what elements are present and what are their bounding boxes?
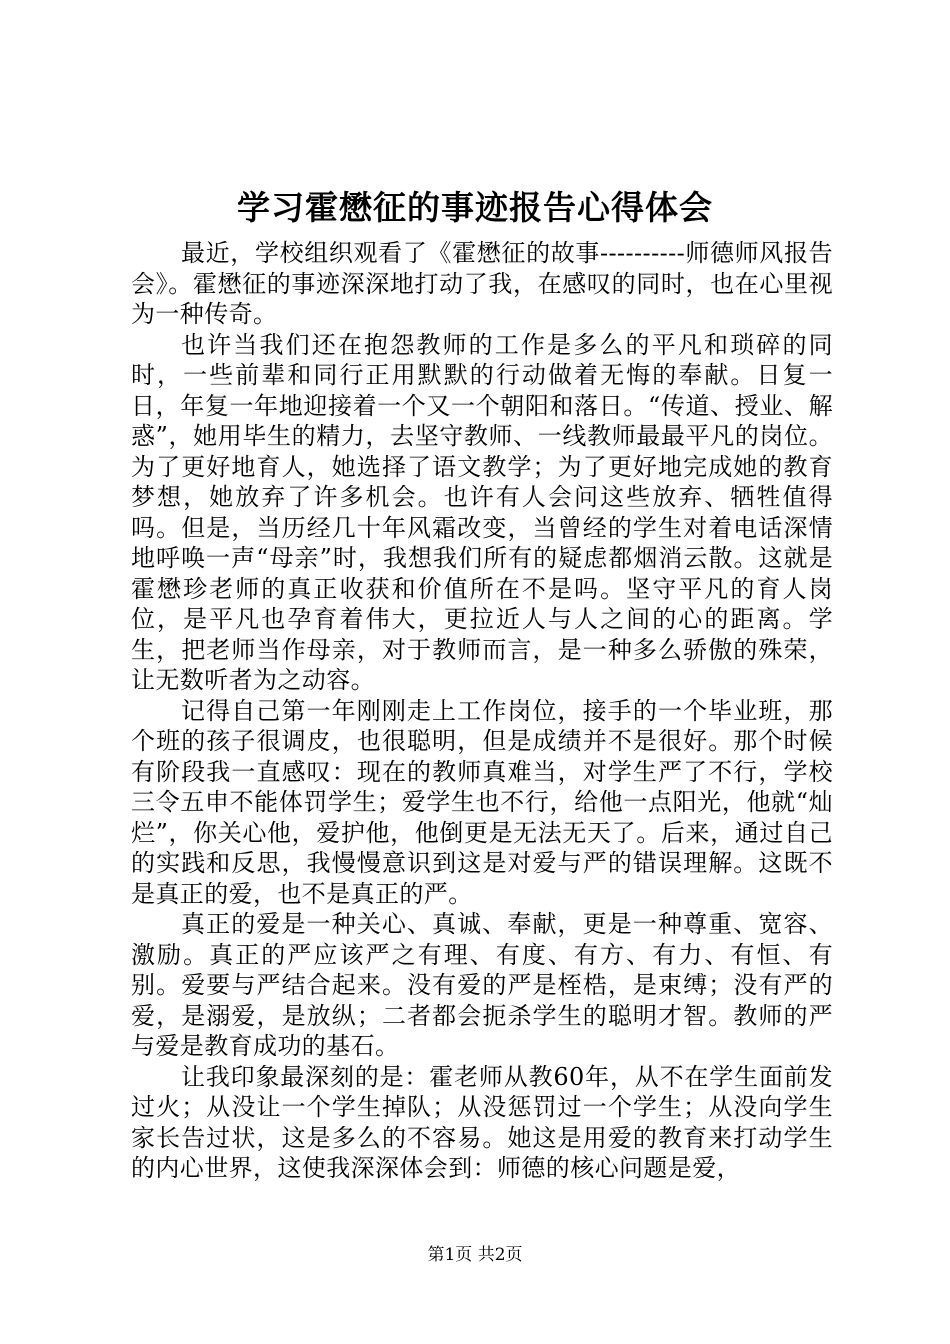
paragraph-4: 真正的爱是一种关心、真诚、奉献，更是一种尊重、宽容、激励。真正的严应该严之有理、有度、有方、有力、有恒、有别。爱要与严结合起来。没有爱的严是桎梏，是束缚；没有严的爱，是溺爱，是放纵；二者都会扼杀学生的聪明才智。教师的严与爱是教育成功的基石。 [131, 910, 833, 1060]
document-title: 学习霍懋征的事迹报告心得体会 [237, 188, 713, 227]
paragraph-2: 也许当我们还在抱怨教师的工作是多么的平凡和琐碎的同时，一些前辈和同行正用默默的行动做着无悔的奉献。日复一日，年复一年地迎接着一个又一个朝阳和落日。“传道、授业、解惑”，她用毕生的精力，去坚守教师、一线教师最最平凡的岗位。为了更好地育人，她选择了语文教学；为了更好地完成她的教育梦想，她放弃了许多机会。也许有人会问这些放弃、牺牲值得吗。但是，当历经几十年风霜改变，当曾经的学生对着电话深情地呼唤一声“母亲”时，我想我们所有的疑虑都烟消云散。这就是霍懋珍老师的真正收获和价值所在不是吗。坚守平凡的育人岗位，是平凡也孕育着伟大，更拉近人与人之间的心的距离。学生，把老师当作母亲，对于教师而言，是一种多么骄傲的殊荣，让无数听者为之动容。 [131, 330, 833, 694]
page-number-footer: 第1页 共2页 [427, 1245, 523, 1265]
paragraph-1: 最近，学校组织观看了《霍懋征的故事----------师德师风报告会》。霍懋征的事迹深深地打动了我，在感叹的同时，也在心里视为一种传奇。 [131, 239, 833, 328]
document-body [131, 238, 833, 1184]
paragraph-5: 让我印象最深刻的是：霍老师从教60年，从不在学生面前发过火；从没让一个学生掉队；从没惩罚过一个学生；从没向学生家长告过状，这是多么的不容易。她这是用爱的教育来打动学生的内心世界，这使我深深体会到：师德的核心问题是爱， [131, 1062, 833, 1182]
paragraph-3: 记得自己第一年刚刚走上工作岗位，接手的一个毕业班，那个班的孩子很调皮，也很聪明，但是成绩并不是很好。那个时候有阶段我一直感叹：现在的教师真难当，对学生严了不行，学校三令五申不能体罚学生；爱学生也不行，给他一点阳光，他就“灿烂”，你关心他，爱护他，他倒更是无法无天了。后来，通过自己的实践和反思，我慢慢意识到这是对爱与严的错误理解。这既不是真正的爱，也不是真正的严。 [131, 696, 833, 908]
